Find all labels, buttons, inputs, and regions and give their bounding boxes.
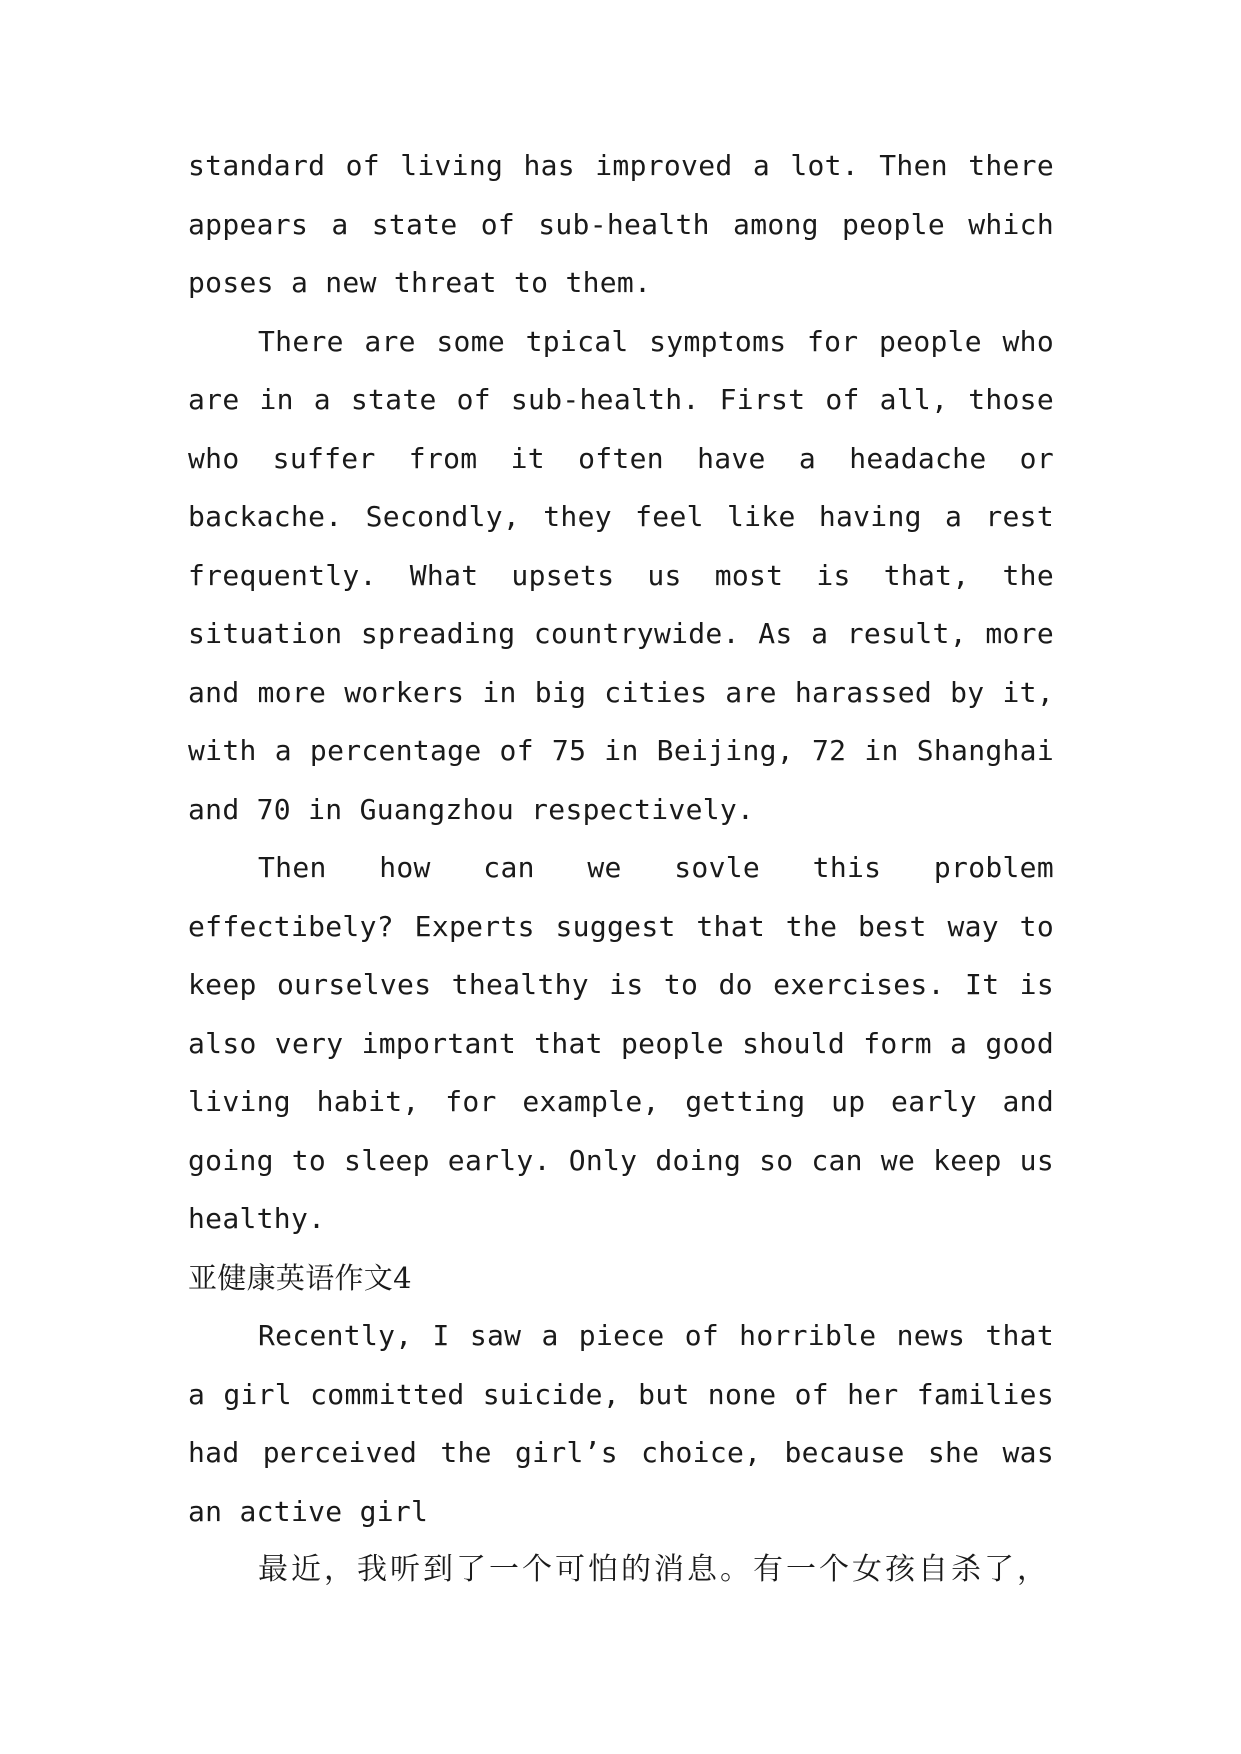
chinese-paragraph-line: 最近，我听到了一个可怕的消息。有一个女孩自杀了， bbox=[258, 1552, 1050, 1587]
paragraph-2: There are some tpical symptoms for people who are in a state of sub-health. First of all, those who suffer from it often have a headache or backache. Secondly, they feel like having a rest frequently. What upsets us most is that, the situation spreading countrywide. As a result, more and more workers in big cities are harassed by it, with a percentage of 75 in Beijing, 72 in Shanghai and 70 in Guangzhou respectively. bbox=[188, 324, 1054, 826]
paragraph-3: Then how can we sovle this problem effectibely? Experts suggest that the best way to keep ourselves thealthy is to do exercises. It is also very important that people should form a good living habit, for example, getting up early and going to sleep early. Only doing so can we keep us healthy. bbox=[188, 851, 1054, 1235]
section-heading: 亚健康英语作文4 bbox=[188, 1260, 412, 1295]
paragraph-4: Recently, I saw a piece of horrible news that a girl committed suicide, but none of her families had perceived the girl’s choice, because she was an active girl bbox=[188, 1319, 1054, 1528]
paragraph-1: standard of living has improved a lot. Then there appears a state of sub-health among people which poses a new threat to them. bbox=[188, 149, 1054, 299]
document-body bbox=[188, 137, 1054, 1600]
